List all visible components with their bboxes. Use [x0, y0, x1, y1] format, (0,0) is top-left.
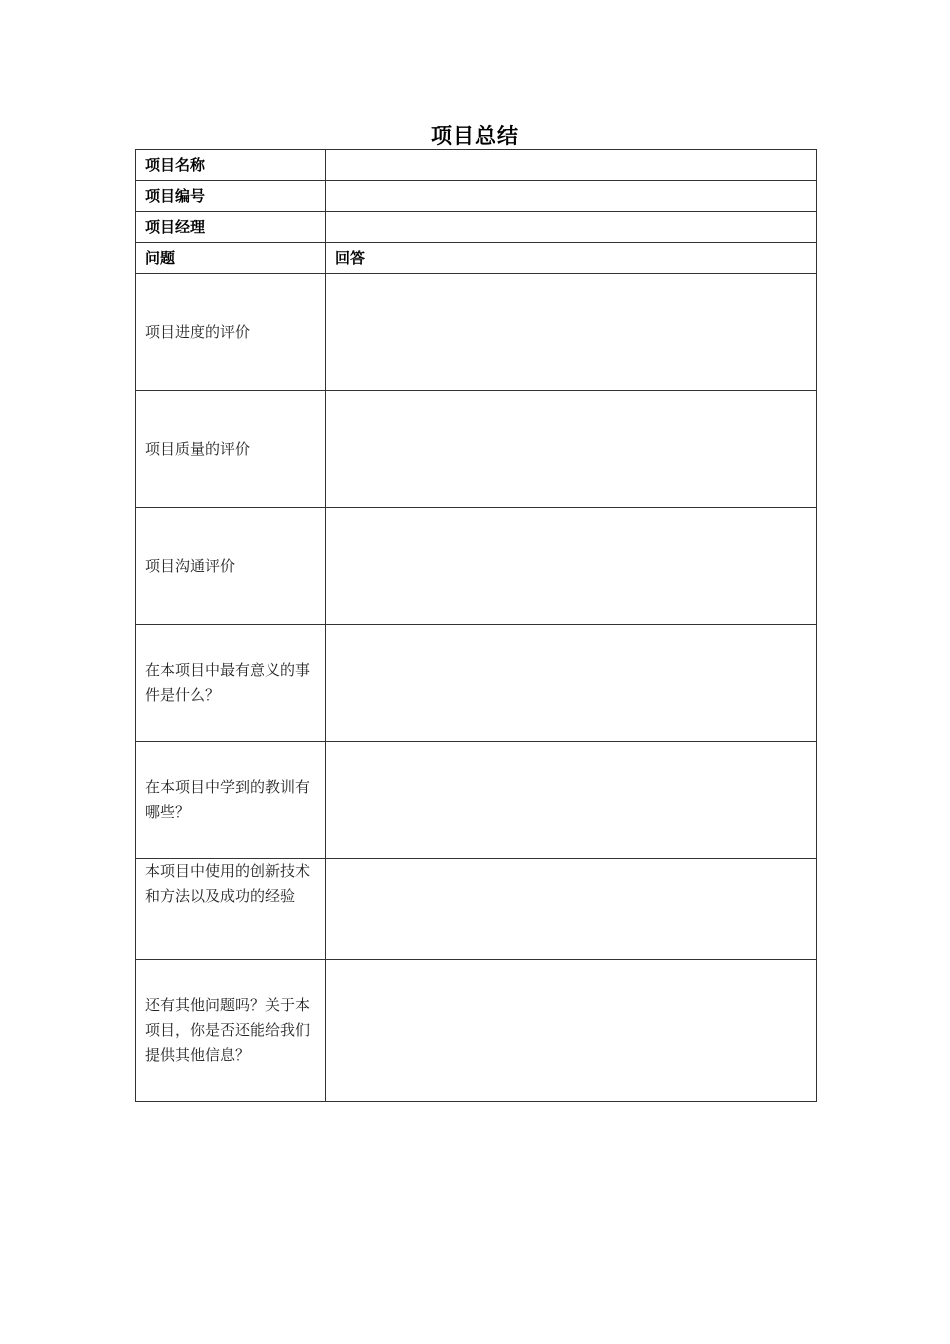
column-header-answer: 回答 [326, 243, 817, 274]
project-name-field[interactable] [326, 150, 817, 181]
question-lessons-learned: 在本项目中学到的教训有哪些？ [136, 742, 326, 859]
answer-field[interactable] [326, 508, 817, 625]
answer-field[interactable] [326, 960, 817, 1102]
table-row [136, 960, 817, 1102]
project-manager-field[interactable] [326, 212, 817, 243]
question-other-info: 还有其他问题吗？关于本项目，你是否还能给我们提供其他信息？ [136, 960, 326, 1102]
table-row [136, 212, 817, 243]
question-schedule: 项目进度的评价 [136, 274, 326, 391]
project-number-field[interactable] [326, 181, 817, 212]
page-title: 项目总结 [431, 124, 519, 148]
answer-field[interactable] [326, 742, 817, 859]
table-row [136, 391, 817, 508]
answer-field[interactable] [326, 625, 817, 742]
label-project-name: 项目名称 [136, 150, 326, 181]
table-row [136, 508, 817, 625]
table-row [136, 625, 817, 742]
answer-field[interactable] [326, 274, 817, 391]
question-communication: 项目沟通评价 [136, 508, 326, 625]
table-header-row [136, 243, 817, 274]
question-innovation: 本项目中使用的创新技术和方法以及成功的经验 [136, 859, 326, 960]
question-meaningful-event: 在本项目中最有意义的事件是什么？ [136, 625, 326, 742]
answer-field[interactable] [326, 391, 817, 508]
label-project-manager: 项目经理 [136, 212, 326, 243]
question-quality: 项目质量的评价 [136, 391, 326, 508]
label-project-number: 项目编号 [136, 181, 326, 212]
table-row [136, 859, 817, 960]
table-row [136, 274, 817, 391]
project-summary-table [135, 149, 817, 1102]
table-row [136, 150, 817, 181]
table-row [136, 181, 817, 212]
table-row [136, 742, 817, 859]
column-header-question: 问题 [136, 243, 326, 274]
answer-field[interactable] [326, 859, 817, 960]
